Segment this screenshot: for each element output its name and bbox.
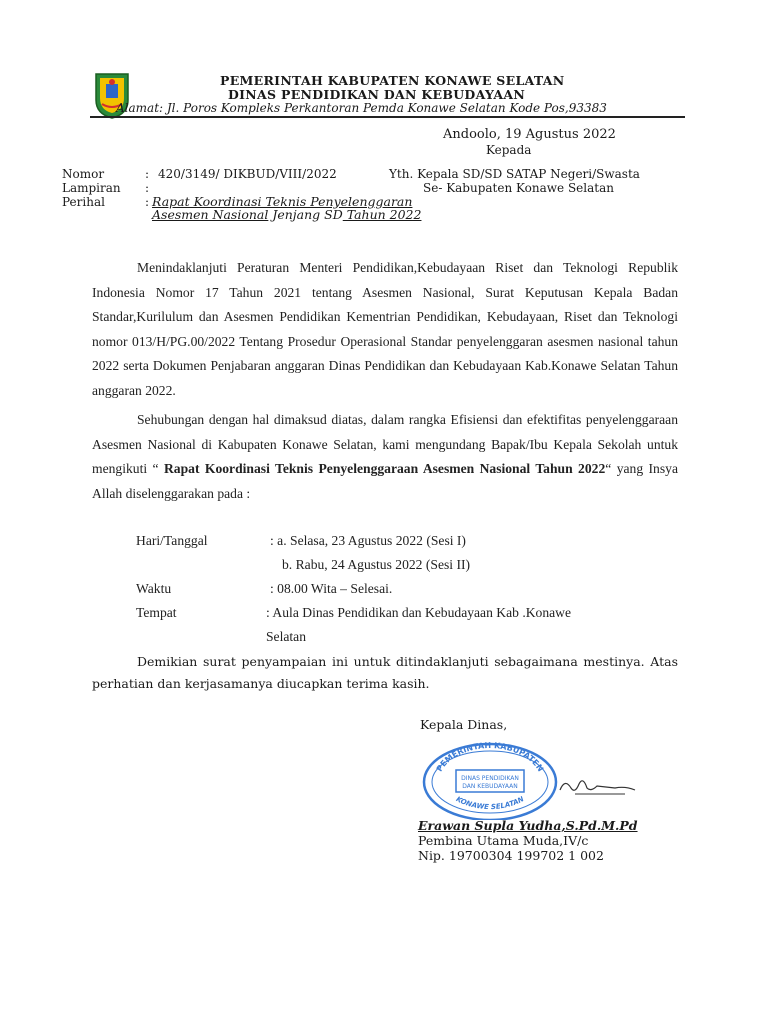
- paragraph-1: [92, 256, 678, 403]
- paragraph-2-text-b: “ yang Insya Allah diselenggarakan pada :: [92, 461, 678, 501]
- paragraph-3-text: Demikian surat penyampaian ini untuk ditindaklanjuti sebagaimana mestinya. Atas perhatian dan kerjasamanya diucapkan terima kasih.: [92, 654, 678, 691]
- paragraph-1-text: Menindaklanjuti Peraturan Menteri Pendidikan,Kebudayaan Riset dan Teknologi Republik Indonesia Nomor 17 Tahun 2021 tentang Asesmen Nasional, Surat Keputusan Kepala Badan Standar,Kurilulum dan Asesmen Pendidikan Kementrian Pendidikan, Kebudayaan, Riset dan Teknologi nomor 013/H/PG.00/2022 Tentang Prosedur Operasional Standar penyelenggaran asesmen nasional tahun 2022 serta Dokumen Penjabaran anggaran Dinas Pendidikan dan Kebudayaan Kab.Konawe Selatan Tahun anggaran 2022.: [92, 260, 678, 398]
- perihal-line2-part3: Tahun 2022: [342, 207, 422, 222]
- header-address: Alamat: Jl. Poros Kompleks Perkantoran Pemda Konawe Selatan Kode Pos,93383: [116, 101, 607, 115]
- perihal-line2-part1: Asesmen Nasional: [152, 207, 269, 222]
- recipient-line2: Se- Kabupaten Konawe Selatan: [423, 181, 614, 195]
- signatory-name: Erawan Supla Yudha,S.Pd.M.Pd: [418, 818, 638, 833]
- signatory-nip: Nip. 19700304 199702 1 002: [418, 848, 604, 863]
- paragraph-2-bold: Rapat Koordinasi Teknis Penyelenggaraan Asesmen Nasional Tahun 2022: [163, 461, 606, 476]
- hari-value-1: : a. Selasa, 23 Agustus 2022 (Sesi I): [270, 533, 466, 548]
- signature-title: Kepala Dinas,: [420, 717, 508, 732]
- svg-text:PEMERINTAH KABUPATEN: [435, 741, 545, 773]
- hari-label: Hari/Tanggal: [136, 533, 208, 548]
- nomor-label: Nomor: [62, 167, 105, 181]
- stamp-bottom-text: KONAWE SELATAN: [454, 795, 526, 812]
- lampiran-colon: :: [145, 181, 150, 195]
- stamp-mid-2: DAN KEBUDAYAAN: [462, 783, 518, 790]
- paragraph-3: [92, 651, 678, 695]
- perihal-line2: [152, 207, 421, 222]
- tempat-label: Tempat: [136, 605, 177, 620]
- paragraph-2: [92, 408, 678, 506]
- stamp-top-text: PEMERINTAH KABUPATEN: [434, 740, 546, 774]
- svg-text:KONAWE SELATAN: [455, 795, 526, 811]
- tempat-value-2: Selatan: [266, 629, 307, 644]
- perihal-label: Perihal: [62, 195, 105, 209]
- header-government: PEMERINTAH KABUPATEN KONAWE SELATAN: [220, 73, 565, 88]
- header-divider: [90, 116, 685, 118]
- stamp-mid-1: DINAS PENDIDIKAN: [461, 775, 519, 782]
- perihal-line2-part2: Jenjang SD: [268, 207, 343, 222]
- place-date: Andoolo, 19 Agustus 2022: [443, 127, 616, 142]
- perihal-line1: Rapat Koordinasi Teknis Penyelenggaran: [152, 194, 413, 209]
- waktu-label: Waktu: [136, 581, 172, 596]
- paragraph-2-text-a: Sehubungan dengan hal dimaksud diatas, dalam rangka Efisiensi dan efektifitas penyelenggaraan Asesmen Nasional di Kabupaten Konawe Selatan, kami mengundang Bapak/Ibu Kepala Sekolah untuk mengikuti “: [92, 412, 678, 476]
- official-stamp: [420, 740, 560, 820]
- nomor-value: 420/3149/ DIKBUD/VIII/2022: [158, 167, 337, 181]
- recipient-line1: Yth. Kepala SD/SD SATAP Negeri/Swasta: [389, 167, 640, 181]
- header-agency: DINAS PENDIDIKAN DAN KEBUDAYAAN: [228, 87, 526, 102]
- handwritten-signature: [555, 770, 645, 800]
- hari-value-2: b. Rabu, 24 Agustus 2022 (Sesi II): [282, 557, 471, 572]
- nomor-colon: :: [145, 167, 150, 181]
- lampiran-label: Lampiran: [62, 181, 121, 195]
- perihal-colon: :: [145, 195, 150, 209]
- waktu-value: : 08.00 Wita – Selesai.: [270, 581, 393, 596]
- signatory-rank: Pembina Utama Muda,IV/c: [418, 833, 589, 848]
- tempat-value-1: : Aula Dinas Pendidikan dan Kebudayaan Kab .Konawe: [266, 605, 572, 620]
- kepada-label: Kepada: [486, 143, 532, 157]
